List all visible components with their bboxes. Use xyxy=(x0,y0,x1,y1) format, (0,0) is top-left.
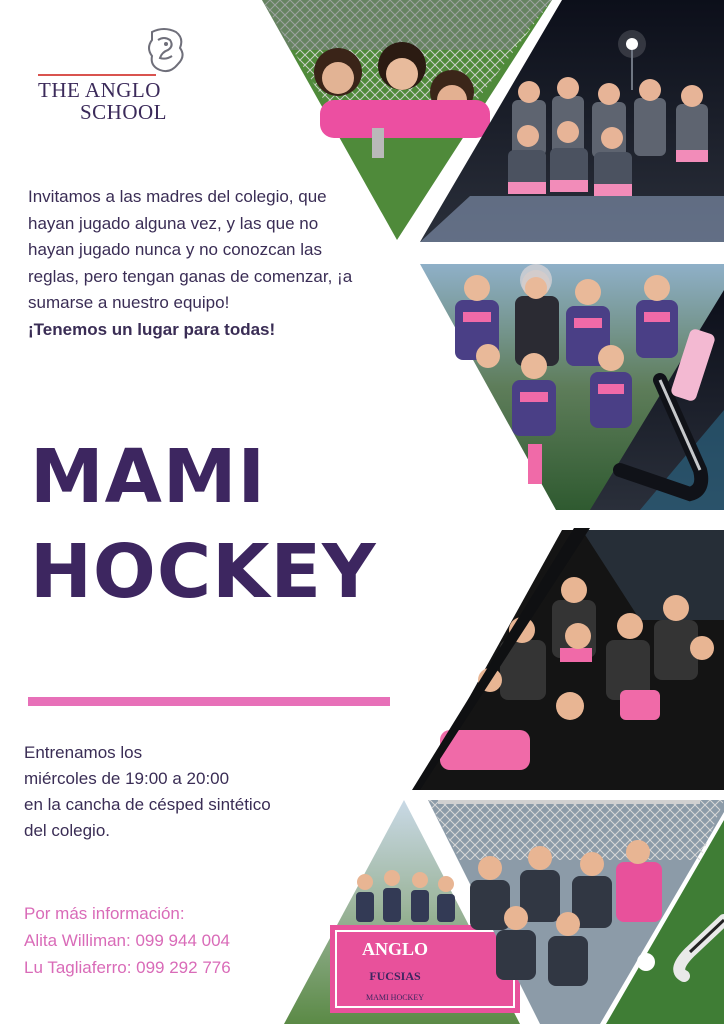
schedule-line1: Entrenamos los xyxy=(24,743,143,762)
training-schedule xyxy=(24,740,354,844)
contact-info xyxy=(24,900,324,981)
logo-rule xyxy=(38,74,156,76)
logo-text-line2: SCHOOL xyxy=(80,100,168,124)
schedule-line3: en la cancha de césped sintético xyxy=(24,795,271,814)
lion-crest-icon xyxy=(144,26,186,76)
invitation-text xyxy=(28,184,358,343)
contact-person-1: Alita Williman: 099 944 004 xyxy=(24,931,231,950)
page-title xyxy=(30,430,377,620)
title-line1: MAMI xyxy=(30,434,267,520)
schedule-line4: del colegio. xyxy=(24,821,111,840)
banner-line3: MAMI HOCKEY xyxy=(366,993,424,1002)
banner-line2: FUCSIAS xyxy=(369,969,421,983)
title-line2: HOCKEY xyxy=(30,529,377,615)
photo-players-celebrating xyxy=(418,530,724,790)
school-logo xyxy=(34,26,184,126)
invitation-body: Invitamos a las madres del colegio, que hayan jugado alguna vez, y las que no hayan jugado nunca y no conozcan las reglas, pero tengan ganas de comenzar, ¡a sumarse a nuestro equipo! xyxy=(28,187,353,312)
contact-heading: Por más información: xyxy=(24,904,185,923)
banner-line1: ANGLO xyxy=(361,939,429,959)
invitation-highlight: ¡Tenemos un lugar para todas! xyxy=(28,319,276,339)
schedule-line2: miércoles de 19:00 a 20:00 xyxy=(24,769,230,788)
logo-text-line1: THE ANGLO xyxy=(38,78,161,102)
contact-person-2: Lu Tagliaferro: 099 292 776 xyxy=(24,958,231,977)
pink-divider xyxy=(28,697,390,706)
